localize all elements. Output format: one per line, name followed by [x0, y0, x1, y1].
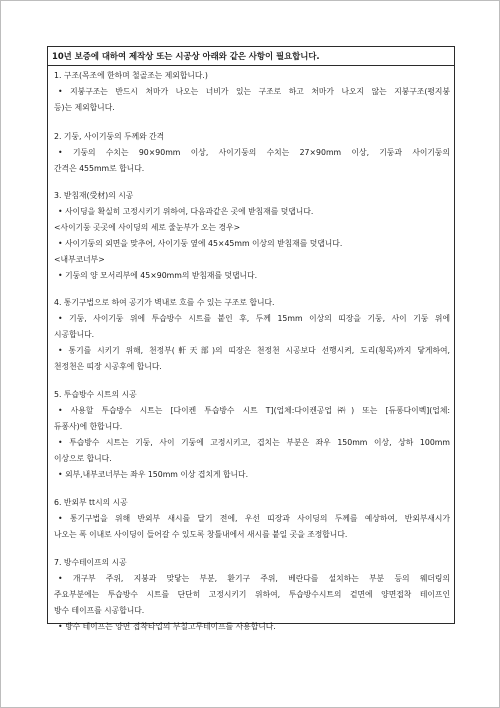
section-1-title: 1. 구조(목조에 한하며 철골조는 제외합니다.)	[54, 71, 208, 80]
section-4-title: 4. 통기구법으로 하여 공기가 벽내로 흐를 수 있는 구조로 합니다.	[54, 298, 275, 307]
section-4-bullet-2-cont: 천정천은 띠장 시공후에 합니다.	[54, 362, 162, 371]
section-7-bullet-2: • 방수 테이프는 양면 접착타입의 부칠고무테이프를 사용합니다.	[58, 622, 276, 631]
section-4-bullet-2: • 통기를 시키기 위해, 천정부(軒天部)의 띠장은 천정천 시공보다 선행시켜, 도리(횡목)까지 닿게하여,	[58, 346, 450, 355]
section-5-title: 5. 투습방수 시트의 시공	[54, 390, 137, 399]
warranty-requirements-box	[47, 46, 455, 631]
section-2-bullet-1-cont: 간격은 455mm로 합니다.	[54, 164, 145, 173]
section-1-bullet-1: • 지붕구조는 반드시 처마가 나오는 너비가 있는 구조로 하고 처마가 나오지 않는 지붕구조(평지붕	[58, 87, 450, 96]
section-7-title: 7. 방수테이프의 시공	[54, 558, 127, 567]
section-2-title: 2. 기둥, 사이기둥의 두께와 간격	[54, 132, 165, 141]
section-1-bullet-1-cont: 등)는 제외합니다.	[54, 103, 115, 112]
section-2-bullet-1: • 기둥의 수치는 90×90mm 이상, 사이기둥의 수치는 27×90mm 이상, 기둥과 사이기둥의	[58, 148, 450, 157]
section-5-bullet-1: • 사용할 투습방수 시트는 [다이켄 투습방수 시트 T](업체:다이켄공업㈜) 또는 [듀퐁다이벡](업체:	[58, 406, 450, 415]
section-7-bullet-1-cont-2: 방수 테이프를 시공합니다.	[54, 606, 145, 615]
section-5-bullet-3: • 외부,내부코너부는 좌우 150mm 이상 겹치게 합니다.	[58, 470, 249, 479]
box-header: 10년 보증에 대하여 제작상 또는 시공상 아래와 같은 사항이 필요합니다.	[52, 51, 320, 61]
section-6-bullet-1-cont: 나오는 폭 이내로 사이딩이 들어갈 수 있도록 창틀내에서 새시를 붙일 곳을 조정합니다.	[54, 530, 348, 539]
section-3-subheading-2: <내부코너부>	[54, 255, 105, 264]
section-5-bullet-2: • 투습방수 시트는 기둥, 사이 기둥에 고정시키고, 겹치는 부분은 좌우 150mm 이상, 상하 100mm	[58, 438, 450, 447]
section-7-bullet-1: • 개구부 주위, 지붕과 맞닿는 부분, 환기구 주위, 베란다를 설치하는 부분 등의 웨더링의	[58, 574, 450, 583]
section-3-title: 3. 받침재(受材)의 시공	[54, 191, 134, 200]
section-7-bullet-1-cont: 주요부분에는 투습방수 시트를 단단히 고정시키기 위하여, 투습방수시트의 겉면에 양면접착 테이프인	[54, 590, 450, 599]
section-4-bullet-1-cont: 시공합니다.	[54, 330, 95, 339]
section-5-bullet-2-cont: 이상으로 합니다.	[54, 454, 112, 463]
section-3-subheading-1: <사이기둥 곳곳에 사이딩의 세로 줄눈부가 오는 경우>	[54, 223, 241, 232]
section-6-bullet-1: • 통기구법을 위해 반외부 새시를 달기 전에, 우선 띠장과 사이딩의 두께를 예상하여, 반외부새시가	[58, 514, 450, 523]
section-5-bullet-1-cont: 듀퐁사)에 한합니다.	[54, 422, 123, 431]
section-3-bullet-3: • 기둥의 양 모서리부에 45×90mm의 받침재를 덧댑니다.	[58, 271, 258, 280]
section-3-bullet-1: • 사이딩을 확실히 고정시키기 위하여, 다음과같은 곳에 받침재를 덧댑니다.	[58, 207, 314, 216]
section-3-bullet-2: • 사이기둥의 외면을 맞추어, 사이기둥 옆에 45×45mm 이상의 받침재를 덧댑니다.	[58, 239, 343, 248]
header-divider	[48, 65, 454, 66]
section-6-title: 6. 반외부 tt시의 시공	[54, 498, 128, 507]
section-4-bullet-1: • 기둥, 사이기둥 위에 투습방수 시트를 붙인 후, 두께 15mm 이상의 띠장을 기둥, 사이 기둥 위에	[58, 314, 450, 323]
